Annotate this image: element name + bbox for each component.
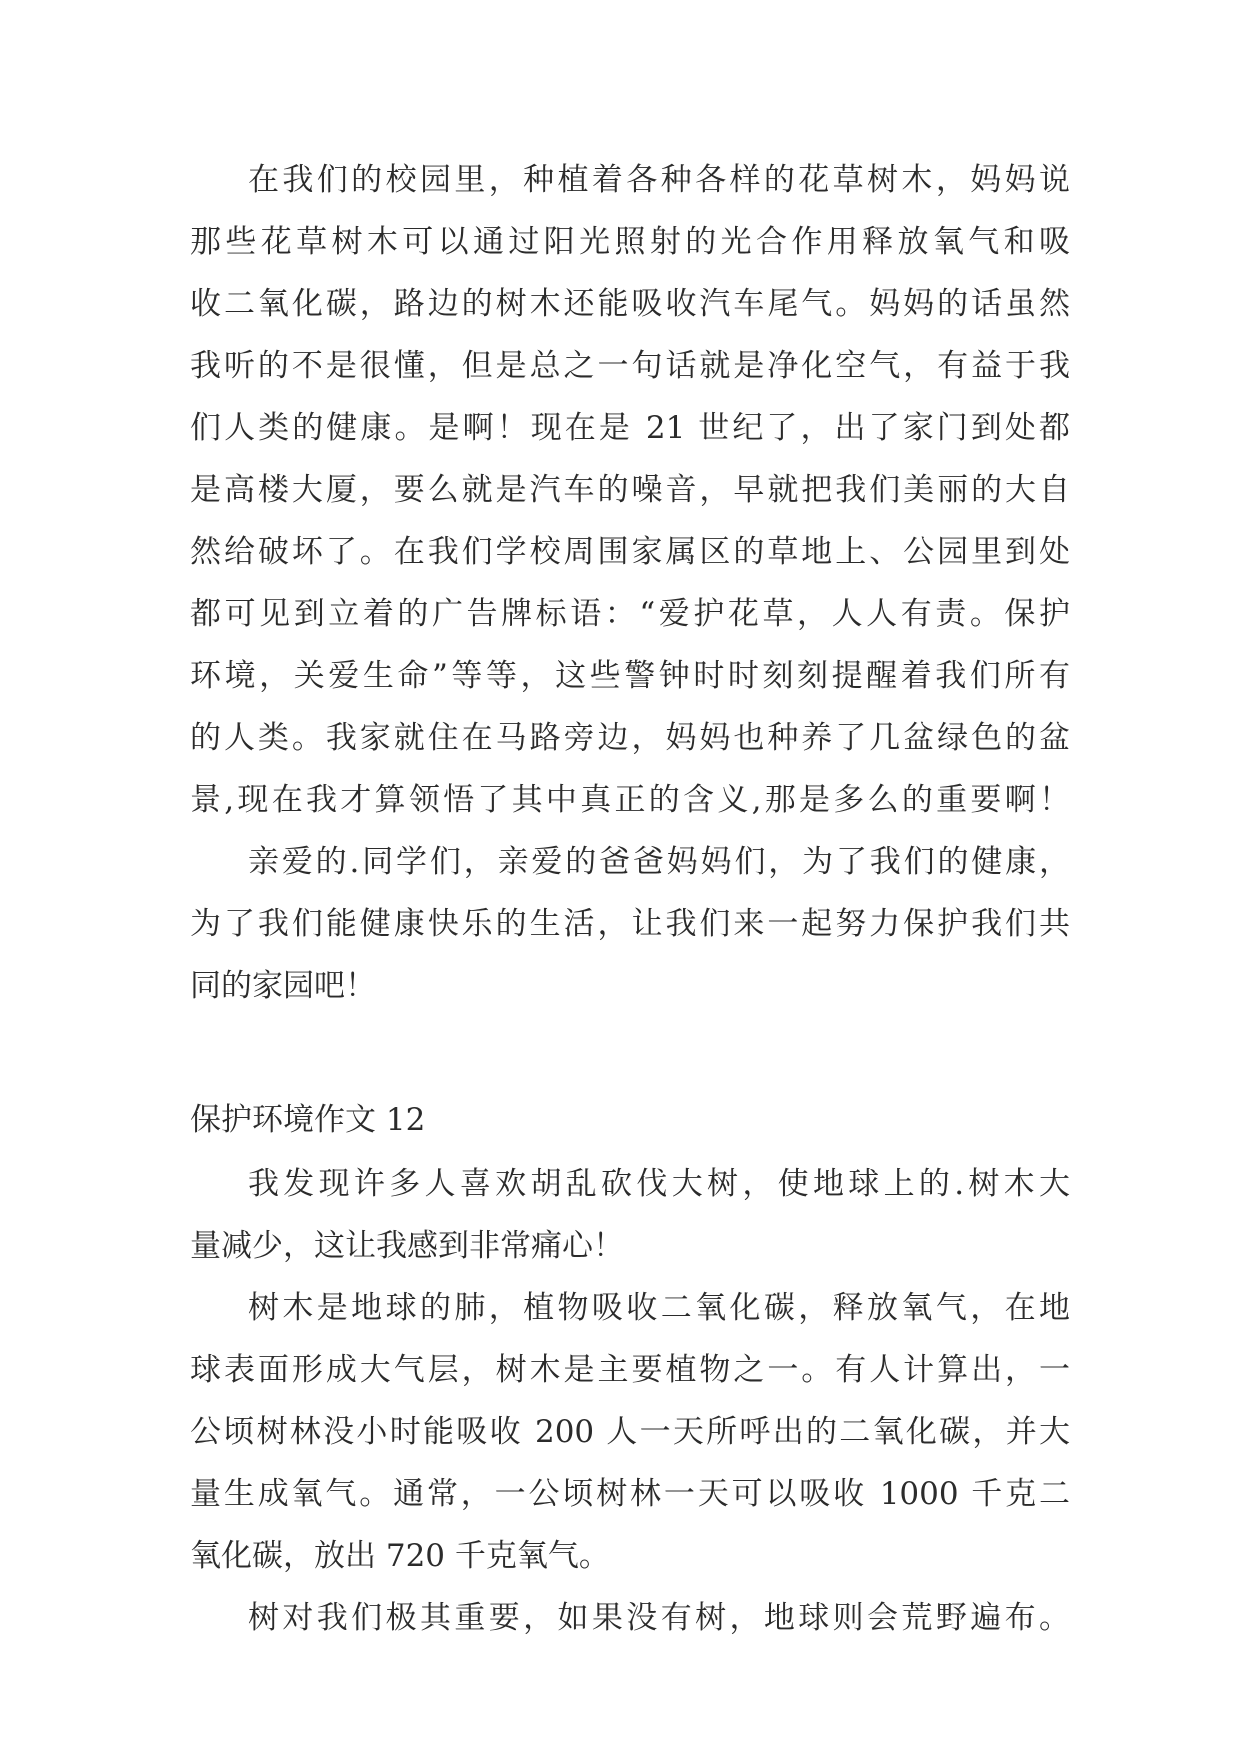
paragraph-1-line-8: 都可见到立着的广告牌标语：“爱护花草，人人有责。保护: [190, 596, 1070, 632]
paragraph-4-line-2: 球表面形成大气层，树木是主要植物之一。有人计算出，一: [190, 1352, 1070, 1388]
paragraph-4-line-1: 树木是地球的肺，植物吸收二氧化碳，释放氧气，在地: [248, 1290, 1070, 1326]
paragraph-5-line-1: 树对我们极其重要，如果没有树，地球则会荒野遍布。: [248, 1600, 1070, 1636]
paragraph-3-line-2: 量减少，这让我感到非常痛心！: [190, 1228, 624, 1264]
paragraph-4-line-5: 氧化碳，放出 720 千克氧气。: [190, 1538, 610, 1574]
paragraph-2-line-3: 同的家园吧！: [190, 968, 376, 1004]
paragraph-1-line-2: 那些花草树木可以通过阳光照射的光合作用释放氧气和吸: [190, 224, 1070, 260]
paragraph-1-line-9: 环境，关爱生命”等等，这些警钟时时刻刻提醒着我们所有: [190, 658, 1070, 694]
paragraph-2-line-1: 亲爱的.同学们，亲爱的爸爸妈妈们，为了我们的健康，: [248, 844, 1070, 880]
paragraph-1-line-4: 我听的不是很懂，但是总之一句话就是净化空气，有益于我: [190, 348, 1070, 384]
paragraph-1-line-1: 在我们的校园里，种植着各种各样的花草树木，妈妈说: [248, 162, 1070, 198]
paragraph-4-line-3: 公顷树林没小时能吸收 200 人一天所呼出的二氧化碳，并大: [190, 1414, 1070, 1450]
paragraph-1-line-3: 收二氧化碳，路边的树木还能吸收汽车尾气。妈妈的话虽然: [190, 286, 1070, 322]
paragraph-1-line-5: 们人类的健康。是啊！现在是 21 世纪了，出了家门到处都: [190, 410, 1070, 446]
paragraph-1-line-11: 景,现在我才算领悟了其中真正的含义,那是多么的重要啊！: [190, 782, 1070, 818]
paragraph-1-line-7: 然给破坏了。在我们学校周围家属区的草地上、公园里到处: [190, 534, 1070, 570]
paragraph-2-line-2: 为了我们能健康快乐的生活，让我们来一起努力保护我们共: [190, 906, 1070, 942]
paragraph-1-line-10: 的人类。我家就住在马路旁边，妈妈也种养了几盆绿色的盆: [190, 720, 1070, 756]
section-title: 保护环境作文 12: [190, 1102, 426, 1138]
paragraph-3-line-1: 我发现许多人喜欢胡乱砍伐大树，使地球上的.树木大: [248, 1166, 1070, 1202]
paragraph-4-line-4: 量生成氧气。通常，一公顷树林一天可以吸收 1000 千克二: [190, 1476, 1070, 1512]
paragraph-1-line-6: 是高楼大厦，要么就是汽车的噪音，早就把我们美丽的大自: [190, 472, 1070, 508]
